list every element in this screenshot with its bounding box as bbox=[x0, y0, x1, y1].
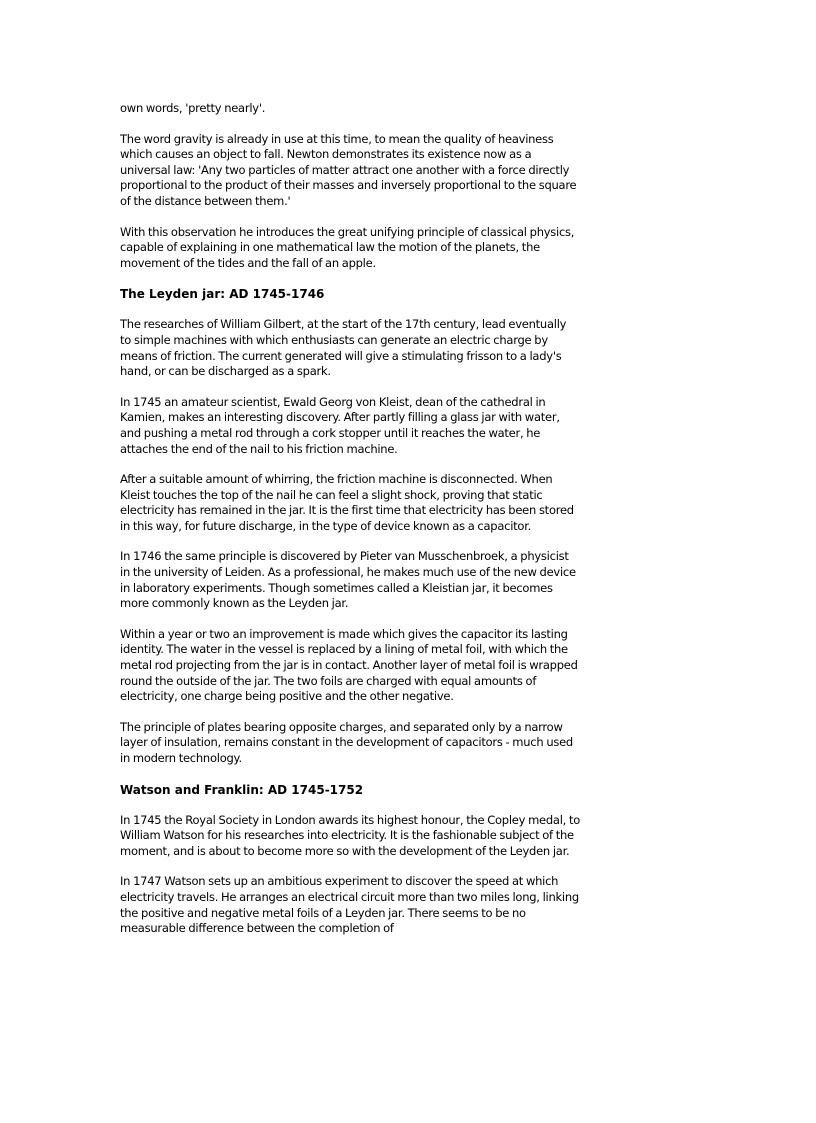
paragraph: The researches of William Gilbert, at the start of the 17th century, lead eventually to simple machines with which enthusiasts can generate an electric charge by means of friction. The current generated will give a stimulating frisson to a lady's hand, or can be discharged as a spark. bbox=[120, 317, 567, 379]
paragraph: In 1745 the Royal Society in London awards its highest honour, the Copley medal, to William Watson for his researches into electricity. It is the fashionable subject of the moment, and is about to become more so with the development of the Leyden jar. bbox=[120, 812, 581, 858]
paragraph: The principle of plates bearing opposite charges, and separated only by a narrow layer of insulation, remains constant in the development of capacitors - much used in modern technology. bbox=[120, 719, 573, 765]
paragraph: After a suitable amount of whirring, the friction machine is disconnected. When Kleist touches the top of the nail he can feel a slight shock, proving that static electricity has remained in the jar. It is the first time that electricity has been stored in this way, for future discharge, in the type of device known as a capacitor. bbox=[120, 472, 574, 533]
paragraph: In 1747 Watson sets up an ambitious experiment to discover the speed at which electricity travels. He arranges an electrical circuit more than two miles long, linking the positive and negative metal foils of a Leyden jar. There seems to be no measurable difference between the completion of bbox=[120, 874, 579, 936]
paragraph: own words, 'pretty nearly'. bbox=[120, 101, 266, 115]
paragraph: The word gravity is already in use at this time, to mean the quality of heaviness which causes an object to fall. Newton demonstrates its existence now as a universal law: 'Any two particles of matter attract one another with a force directly proportional to the product of their masses and inversely proportional to the square of the distance between them.' bbox=[120, 131, 577, 208]
paragraph: With this observation he introduces the great unifying principle of classical physics, capable of explaining in one mathematical law the motion of the planets, the movement of the tides and the fall of an apple. bbox=[120, 224, 575, 270]
paragraph: In 1746 the same principle is discovered by Pieter van Musschenbroek, a physicist in the university of Leiden. As a professional, he makes much use of the new device in laboratory experiments. Though sometimes called a Kleistian jar, it becomes more commonly known as the Leyden jar. bbox=[120, 549, 576, 611]
section-heading: Watson and Franklin: AD 1745-1752 bbox=[120, 782, 364, 797]
paragraph: In 1745 an amateur scientist, Ewald Georg von Kleist, dean of the cathedral in Kamien, makes an interesting discovery. After partly filling a glass jar with water, and pushing a metal rod through a cork stopper until it reaches the water, he attaches the end of the nail to his friction machine. bbox=[120, 394, 560, 456]
document-page bbox=[120, 101, 580, 952]
paragraph: Within a year or two an improvement is made which gives the capacitor its lasting identity. The water in the vessel is replaced by a lining of metal foil, with which the metal rod projecting from the jar is in contact. Another layer of metal foil is wrapped round the outside of the jar. The two foils are charged with equal amounts of electricity, one charge being positive and the other negative. bbox=[120, 626, 578, 704]
section-heading: The Leyden jar: AD 1745-1746 bbox=[120, 287, 325, 302]
